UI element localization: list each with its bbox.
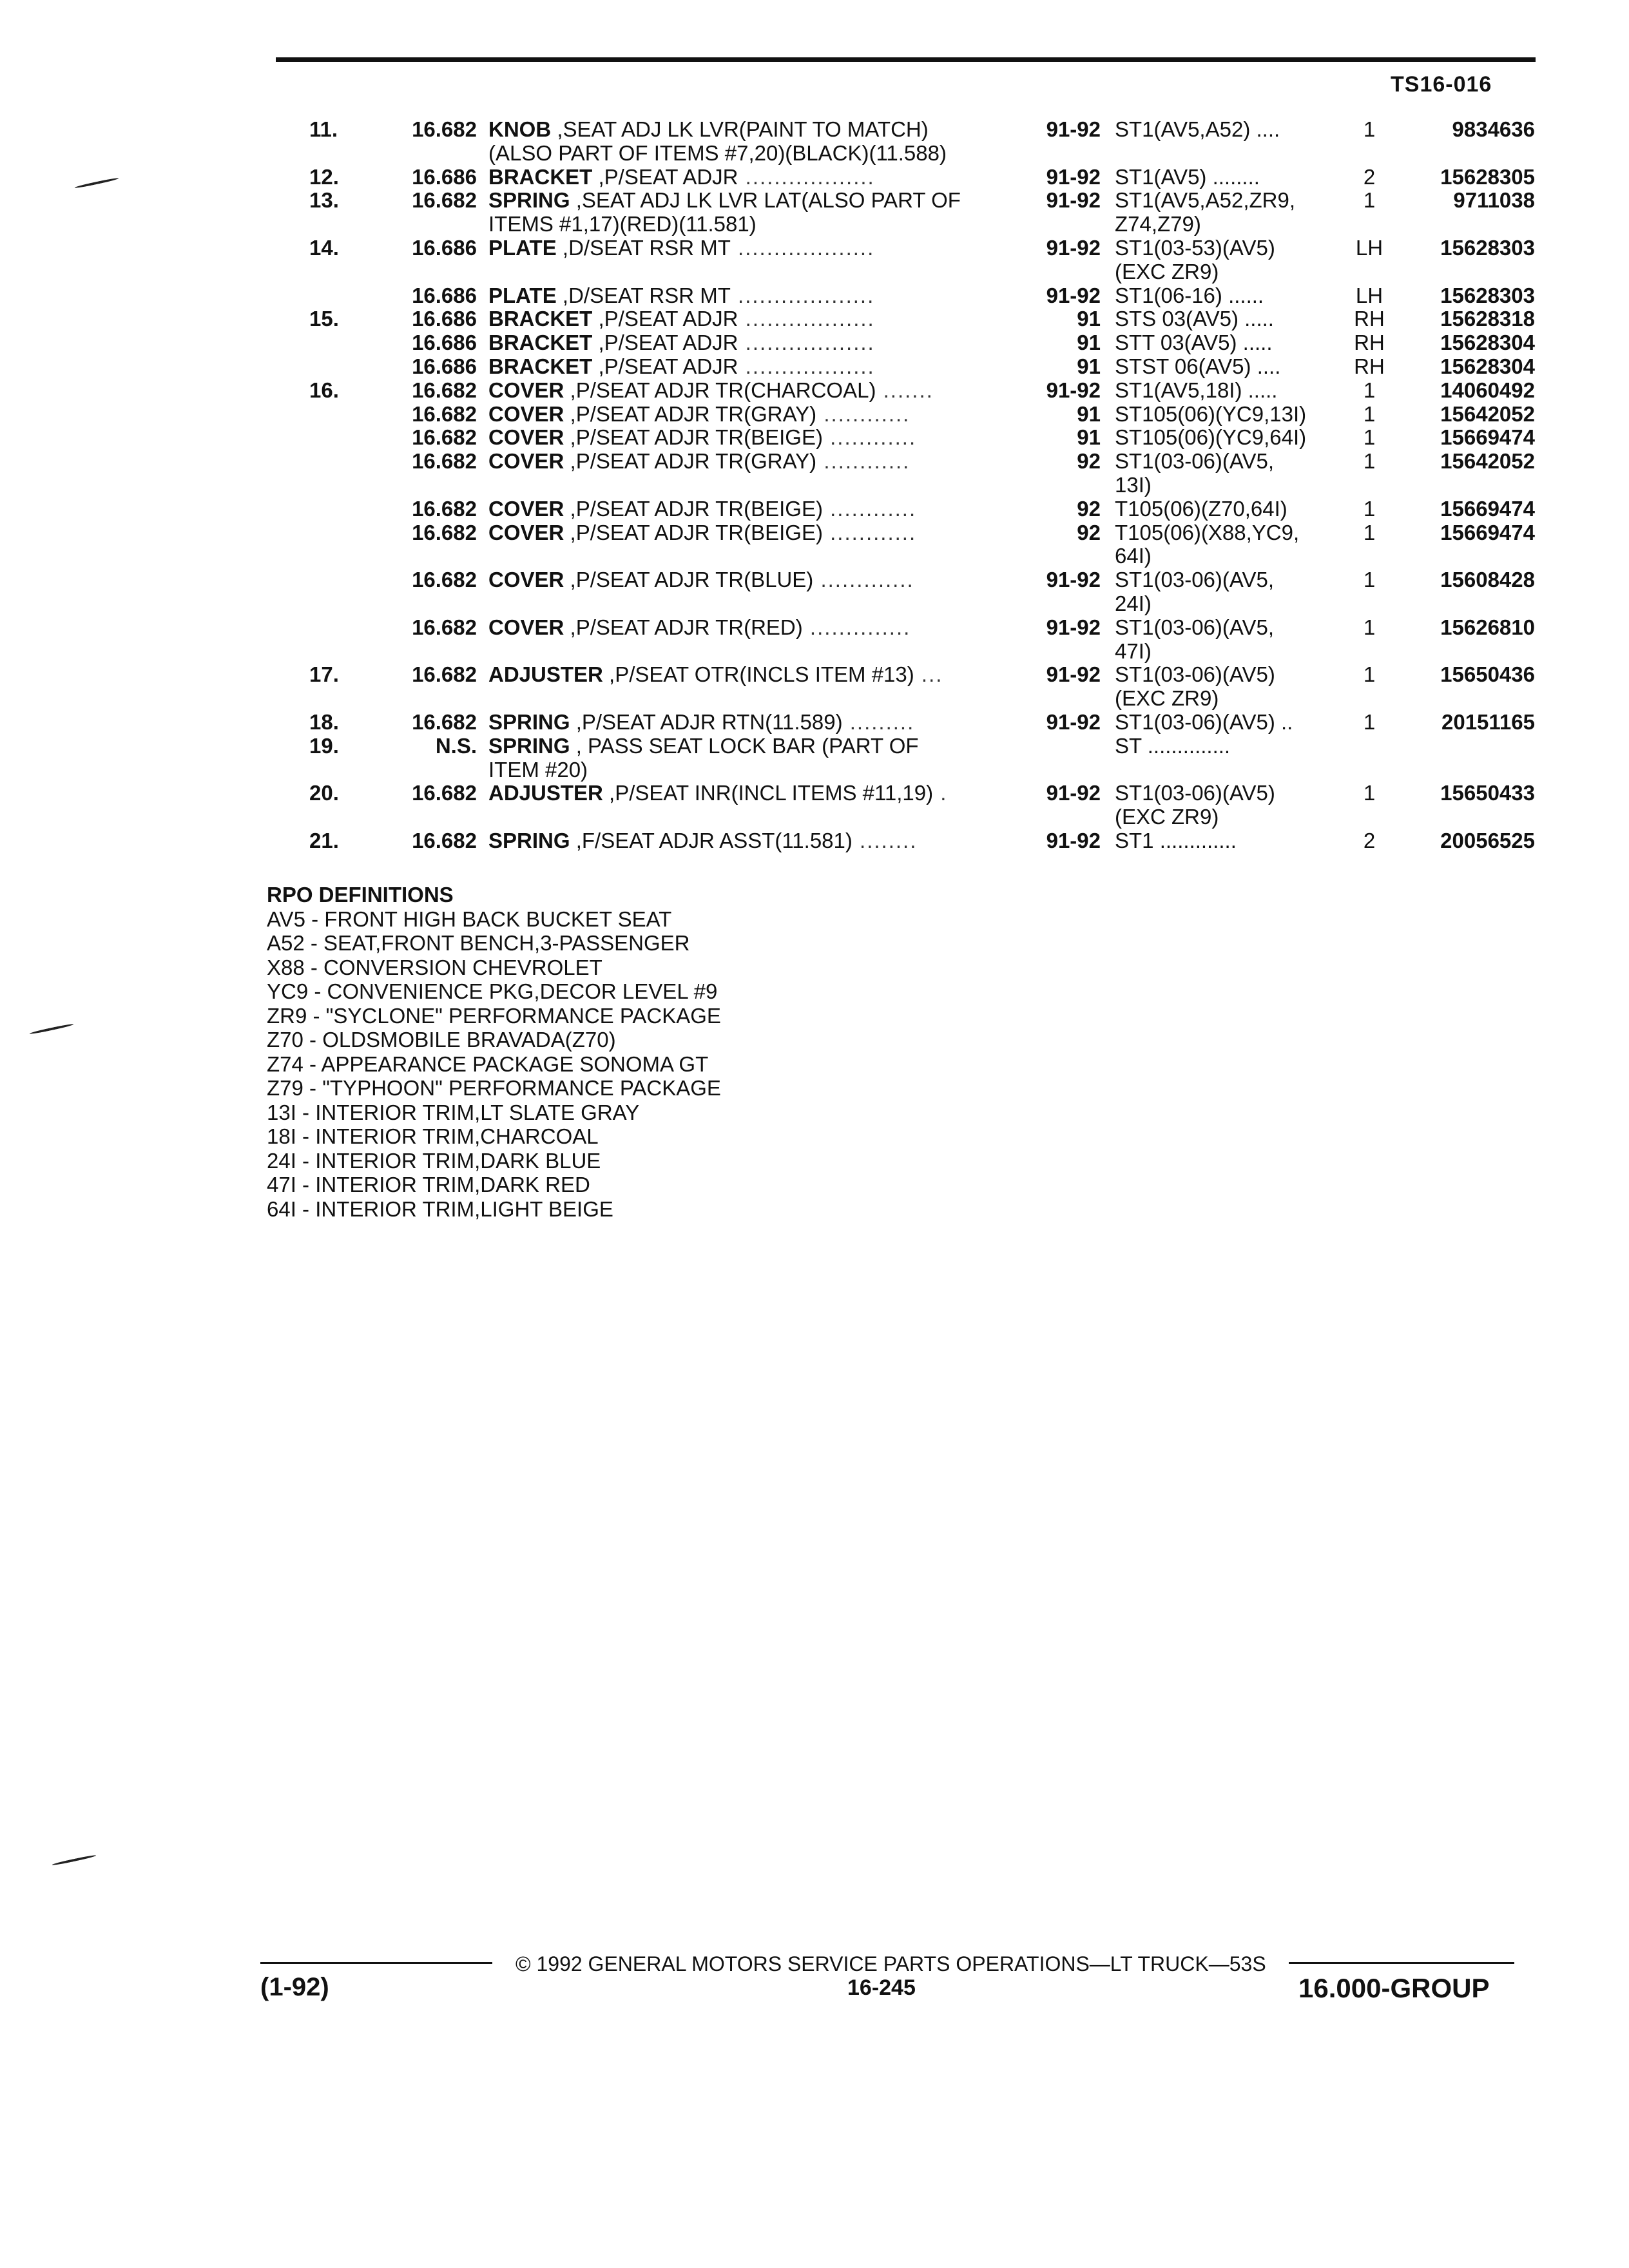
- part-name: KNOB: [488, 118, 552, 141]
- part-name: SPRING: [488, 710, 570, 734]
- table-row: [0, 497, 1629, 521]
- leader-dots: ..................: [738, 354, 875, 378]
- part-name: PLATE: [488, 236, 557, 260]
- part-description: [488, 355, 1012, 379]
- rpo-definition: YC9 - CONVENIENCE PKG,DECOR LEVEL #9: [267, 979, 718, 1003]
- part-number: 9834636: [1452, 117, 1535, 141]
- leader-dots: .............: [813, 568, 914, 592]
- application: ST ..............: [1115, 734, 1231, 758]
- group-number: 16.686: [412, 331, 477, 355]
- group-number: 16.682: [412, 781, 477, 805]
- part-detail: (ALSO PART OF ITEMS #7,20)(BLACK)(11.588): [488, 141, 947, 165]
- part-description: [488, 284, 1012, 308]
- application: ST105(06)(YC9,13I): [1115, 402, 1307, 426]
- group-number: 16.682: [412, 568, 477, 592]
- leader-dots: ..............: [802, 615, 911, 639]
- table-row: [0, 711, 1629, 735]
- part-number: 20056525: [1440, 828, 1535, 852]
- group-number: 16.682: [412, 117, 477, 141]
- leader-dots: ...................: [730, 236, 875, 260]
- rpo-definition: 24I - INTERIOR TRIM,DARK BLUE: [267, 1148, 601, 1173]
- group-number: 16.682: [412, 449, 477, 474]
- table-row: [0, 189, 1629, 213]
- part-description: [488, 118, 1012, 142]
- table-row: [0, 166, 1629, 189]
- application: 47I): [1115, 639, 1152, 663]
- application: ST1(AV5) ........: [1115, 165, 1260, 189]
- part-detail: ,P/SEAT OTR(INCLS ITEM #13): [602, 663, 914, 687]
- rpo-definition: AV5 - FRONT HIGH BACK BUCKET SEAT: [267, 907, 672, 931]
- part-name: SPRING: [488, 829, 570, 852]
- table-row: [0, 544, 1629, 568]
- table-row: [0, 687, 1629, 711]
- quantity: 1: [1363, 117, 1376, 141]
- group-number: 16.682: [412, 662, 477, 687]
- part-detail: ,P/SEAT ADJR TR(BLUE): [564, 568, 814, 592]
- leader-dots: ............: [822, 497, 917, 521]
- item-number: 14.: [309, 235, 339, 260]
- rpo-definition: A52 - SEAT,FRONT BENCH,3-PASSENGER: [267, 931, 690, 955]
- application: ST1(AV5,18I) .....: [1115, 378, 1278, 402]
- application: (EXC ZR9): [1115, 805, 1219, 829]
- part-number: 9711038: [1453, 188, 1535, 213]
- table-row: [0, 260, 1629, 284]
- table-row: [0, 616, 1629, 640]
- part-name: COVER: [488, 426, 564, 450]
- quantity: RH: [1354, 307, 1385, 331]
- rpo-list: [267, 907, 721, 1222]
- application: STT 03(AV5) .....: [1115, 331, 1273, 355]
- application: (EXC ZR9): [1115, 687, 1219, 711]
- table-row: [0, 829, 1629, 853]
- quantity: 2: [1363, 164, 1376, 189]
- item-number: 12.: [309, 164, 339, 189]
- table-row: [0, 758, 1629, 782]
- part-number: 15628303: [1440, 235, 1535, 260]
- quantity: 1: [1363, 425, 1376, 450]
- part-name: BRACKET: [488, 165, 593, 189]
- quantity: RH: [1354, 354, 1385, 378]
- part-detail: ,P/SEAT ADJR RTN(11.589): [570, 710, 843, 734]
- group-label: 16.000-GROUP: [1298, 1973, 1490, 2003]
- part-number: 15628305: [1440, 164, 1535, 189]
- group-number: 16.686: [412, 283, 477, 307]
- item-number: 20.: [309, 781, 339, 805]
- model-years: 91-92: [1046, 709, 1101, 734]
- model-years: 91-92: [1046, 615, 1101, 639]
- rpo-definition: 13I - INTERIOR TRIM,LT SLATE GRAY: [267, 1100, 640, 1124]
- table-row: [0, 379, 1629, 403]
- application: T105(06)(Z70,64I): [1115, 497, 1287, 521]
- table-row: [0, 236, 1629, 260]
- copyright-line: © 1992 GENERAL MOTORS SERVICE PARTS OPERATIONS—LT TRUCK—53S: [516, 1952, 1266, 1975]
- application: ST1(03-06)(AV5): [1115, 782, 1275, 805]
- group-number: 16.682: [412, 378, 477, 402]
- item-number: 21.: [309, 828, 339, 852]
- model-years: 91-92: [1046, 828, 1101, 852]
- part-detail: ,P/SEAT ADJR: [592, 165, 738, 189]
- application: ST1(03-06)(AV5,: [1115, 450, 1274, 474]
- part-detail: ,P/SEAT INR(INCL ITEMS #11,19): [602, 782, 934, 805]
- model-years: 91: [1077, 331, 1101, 355]
- table-row: [0, 568, 1629, 592]
- model-years: 91-92: [1046, 568, 1101, 592]
- part-name: COVER: [488, 497, 564, 521]
- part-detail: ,F/SEAT ADJR ASST(11.581): [570, 829, 853, 852]
- item-number: 19.: [309, 733, 339, 758]
- table-row: [0, 474, 1629, 497]
- application: ST1(06-16) ......: [1115, 284, 1264, 307]
- group-number: 16.682: [412, 615, 477, 639]
- part-description: [488, 616, 1012, 640]
- rpo-definitions: [267, 883, 721, 1221]
- group-number: 16.686: [412, 235, 477, 260]
- leader-dots: ..................: [738, 307, 875, 331]
- part-name: BRACKET: [488, 307, 593, 331]
- rpo-definition: Z74 - APPEARANCE PACKAGE SONOMA GT: [267, 1052, 709, 1076]
- leader-dots: ...................: [730, 284, 875, 307]
- table-row: [0, 118, 1629, 142]
- application: ST1(03-53)(AV5): [1115, 236, 1275, 260]
- rpo-definition: Z79 - "TYPHOON" PERFORMANCE PACKAGE: [267, 1076, 721, 1100]
- part-detail: ,P/SEAT ADJR TR(GRAY): [564, 450, 817, 474]
- part-description: [488, 829, 1012, 853]
- application: ST1 .............: [1115, 829, 1237, 852]
- part-detail: ,P/SEAT ADJR TR(RED): [564, 615, 803, 639]
- part-description: [488, 782, 1012, 805]
- leader-dots: ..................: [738, 331, 875, 355]
- part-description: [488, 758, 1012, 782]
- parts-list: [0, 118, 1629, 853]
- application: ST1(03-06)(AV5) ..: [1115, 710, 1293, 734]
- part-number: 15626810: [1440, 615, 1535, 639]
- model-years: 91: [1077, 307, 1101, 331]
- application: ST1(03-06)(AV5): [1115, 663, 1275, 687]
- rpo-definition: Z70 - OLDSMOBILE BRAVADA(Z70): [267, 1028, 616, 1052]
- part-description: [488, 379, 1012, 403]
- application: (EXC ZR9): [1115, 260, 1219, 284]
- part-detail: ,P/SEAT ADJR TR(BEIGE): [564, 521, 823, 544]
- application: ST1(03-06)(AV5,: [1115, 615, 1274, 639]
- part-name: COVER: [488, 521, 564, 544]
- model-years: 91-92: [1046, 378, 1101, 402]
- group-number: 16.682: [412, 496, 477, 521]
- part-description: [488, 307, 1012, 331]
- table-row: [0, 307, 1629, 331]
- model-years: 92: [1077, 449, 1101, 474]
- leader-dots: .........: [842, 710, 915, 734]
- table-row: [0, 355, 1629, 379]
- model-years: 92: [1077, 496, 1101, 521]
- table-row: [0, 735, 1629, 758]
- quantity: 1: [1363, 449, 1376, 474]
- part-detail: ,P/SEAT ADJR: [592, 354, 738, 378]
- part-number: 15650436: [1440, 662, 1535, 687]
- part-number: 15608428: [1440, 568, 1535, 592]
- item-number: 13.: [309, 188, 339, 213]
- part-number: 15628303: [1440, 283, 1535, 307]
- part-name: BRACKET: [488, 354, 593, 378]
- group-number: 16.682: [412, 709, 477, 734]
- part-number: 15669474: [1440, 425, 1535, 450]
- table-row: [0, 640, 1629, 664]
- part-number: 15628304: [1440, 331, 1535, 355]
- part-detail: ,SEAT ADJ LK LVR(PAINT TO MATCH): [551, 118, 929, 141]
- rpo-definition: 18I - INTERIOR TRIM,CHARCOAL: [267, 1124, 599, 1148]
- quantity: 1: [1363, 401, 1376, 426]
- part-name: COVER: [488, 402, 564, 426]
- table-row: [0, 592, 1629, 616]
- part-detail: ,D/SEAT RSR MT: [556, 284, 731, 307]
- leader-dots: .: [933, 782, 948, 805]
- model-years: 91-92: [1046, 117, 1101, 141]
- page-number: 16-245: [847, 1975, 916, 2000]
- quantity: 1: [1363, 378, 1376, 402]
- part-name: BRACKET: [488, 331, 593, 355]
- part-detail: ,P/SEAT ADJR: [592, 307, 738, 331]
- quantity: 1: [1363, 709, 1376, 734]
- table-row: [0, 142, 1629, 166]
- part-description: [488, 497, 1012, 521]
- quantity: 1: [1363, 520, 1376, 544]
- top-rule: [276, 57, 1536, 62]
- model-years: 91: [1077, 354, 1101, 378]
- part-description: [488, 213, 1012, 236]
- quantity: LH: [1355, 283, 1383, 307]
- model-years: 91-92: [1046, 188, 1101, 213]
- group-number: 16.682: [412, 425, 477, 450]
- table-row: [0, 403, 1629, 427]
- quantity: 1: [1363, 188, 1376, 213]
- application: 24I): [1115, 591, 1152, 615]
- leader-dots: ..................: [738, 165, 875, 189]
- model-years: 91-92: [1046, 781, 1101, 805]
- scan-mark: [29, 1023, 73, 1035]
- item-number: 17.: [309, 662, 339, 687]
- application: Z74,Z79): [1115, 213, 1201, 236]
- model-years: 91-92: [1046, 164, 1101, 189]
- leader-dots: ........: [852, 829, 918, 852]
- model-years: 92: [1077, 520, 1101, 544]
- leader-dots: .......: [876, 378, 934, 402]
- quantity: 1: [1363, 568, 1376, 592]
- quantity: RH: [1354, 331, 1385, 355]
- model-years: 91-92: [1046, 662, 1101, 687]
- application: STST 06(AV5) ....: [1115, 354, 1281, 378]
- table-row: [0, 782, 1629, 805]
- application: 64I): [1115, 544, 1152, 568]
- part-number: 15628304: [1440, 354, 1535, 378]
- part-detail: ,P/SEAT ADJR: [592, 331, 738, 355]
- quantity: 2: [1363, 828, 1376, 852]
- quantity: 1: [1363, 662, 1376, 687]
- part-detail: ,D/SEAT RSR MT: [556, 236, 731, 260]
- part-detail: , PASS SEAT LOCK BAR (PART OF: [570, 734, 919, 758]
- part-description: [488, 166, 1012, 189]
- group-number: N.S.: [435, 733, 477, 758]
- part-description: [488, 142, 1012, 166]
- part-number: 15628318: [1440, 307, 1535, 331]
- part-number: 15669474: [1440, 496, 1535, 521]
- group-number: 16.686: [412, 164, 477, 189]
- part-description: [488, 426, 1012, 450]
- model-years: 91-92: [1046, 235, 1101, 260]
- rpo-definition: ZR9 - "SYCLONE" PERFORMANCE PACKAGE: [267, 1003, 721, 1028]
- group-number: 16.686: [412, 307, 477, 331]
- part-description: [488, 450, 1012, 474]
- group-number: 16.682: [412, 401, 477, 426]
- group-number: 16.682: [412, 520, 477, 544]
- rpo-title: RPO DEFINITIONS: [267, 883, 454, 907]
- table-row: [0, 521, 1629, 545]
- model-years: 91: [1077, 401, 1101, 426]
- part-number: 15642052: [1440, 401, 1535, 426]
- part-description: [488, 403, 1012, 427]
- part-description: [488, 236, 1012, 260]
- part-number: 14060492: [1440, 378, 1535, 402]
- rpo-definition: 47I - INTERIOR TRIM,DARK RED: [267, 1173, 590, 1196]
- rpo-definition: X88 - CONVERSION CHEVROLET: [267, 955, 602, 979]
- quantity: LH: [1355, 235, 1383, 260]
- leader-dots: ............: [816, 402, 911, 426]
- leader-dots: ...: [914, 663, 943, 687]
- table-row: [0, 284, 1629, 308]
- part-description: [488, 663, 1012, 687]
- table-row: [0, 663, 1629, 687]
- model-years: 91-92: [1046, 283, 1101, 307]
- part-name: ADJUSTER: [488, 663, 603, 687]
- part-detail: ,P/SEAT ADJR TR(BEIGE): [564, 426, 823, 450]
- item-number: 18.: [309, 709, 339, 734]
- table-row: [0, 426, 1629, 450]
- group-number: 16.682: [412, 828, 477, 852]
- application: T105(06)(X88,YC9,: [1115, 521, 1300, 544]
- part-description: [488, 189, 1012, 213]
- part-detail: ,SEAT ADJ LK LVR LAT(ALSO PART OF: [570, 189, 961, 213]
- scan-mark: [52, 1854, 96, 1866]
- part-description: [488, 568, 1012, 592]
- table-row: [0, 331, 1629, 355]
- part-name: COVER: [488, 615, 564, 639]
- part-number: 20151165: [1441, 709, 1535, 734]
- table-row: [0, 805, 1629, 829]
- quantity: 1: [1363, 496, 1376, 521]
- part-detail: ITEMS #1,17)(RED)(11.581): [488, 213, 757, 236]
- group-number: 16.686: [412, 354, 477, 378]
- part-number: 15650433: [1440, 781, 1535, 805]
- group-number: 16.682: [412, 188, 477, 213]
- leader-dots: ............: [816, 450, 911, 474]
- rpo-definition: 64I - INTERIOR TRIM,LIGHT BEIGE: [267, 1196, 613, 1221]
- application: ST1(03-06)(AV5,: [1115, 568, 1274, 592]
- part-description: [488, 331, 1012, 355]
- model-years: 91: [1077, 425, 1101, 450]
- part-detail: ,P/SEAT ADJR TR(GRAY): [564, 402, 817, 426]
- application: ST1(AV5,A52,ZR9,: [1115, 189, 1296, 213]
- part-number: 15642052: [1440, 449, 1535, 474]
- leader-dots: ............: [822, 521, 917, 544]
- application: ST105(06)(YC9,64I): [1115, 426, 1307, 450]
- part-detail: ,P/SEAT ADJR TR(CHARCOAL): [564, 378, 876, 402]
- part-detail: ,P/SEAT ADJR TR(BEIGE): [564, 497, 823, 521]
- quantity: 1: [1363, 781, 1376, 805]
- part-number: 15669474: [1440, 520, 1535, 544]
- part-description: [488, 711, 1012, 735]
- part-name: ADJUSTER: [488, 782, 603, 805]
- table-row: [0, 213, 1629, 236]
- part-name: COVER: [488, 568, 564, 592]
- quantity: 1: [1363, 615, 1376, 639]
- item-number: 15.: [309, 307, 339, 331]
- application: STS 03(AV5) .....: [1115, 307, 1274, 331]
- revision-date: (1-92): [260, 1973, 329, 2001]
- leader-dots: ............: [822, 426, 917, 450]
- part-name: COVER: [488, 378, 564, 402]
- table-row: [0, 450, 1629, 474]
- part-detail: ITEM #20): [488, 758, 588, 782]
- item-number: 16.: [309, 378, 339, 402]
- footer-rule-left: [260, 1962, 492, 1964]
- part-name: SPRING: [488, 734, 570, 758]
- part-description: [488, 521, 1012, 545]
- part-name: COVER: [488, 450, 564, 474]
- footer-rule-right: [1289, 1962, 1514, 1964]
- item-number: 11.: [309, 117, 338, 141]
- document-code: TS16-016: [1391, 72, 1492, 97]
- application: ST1(AV5,A52) ....: [1115, 118, 1280, 141]
- part-name: PLATE: [488, 284, 557, 307]
- application: 13I): [1115, 473, 1152, 497]
- part-name: SPRING: [488, 189, 570, 213]
- part-description: [488, 735, 1012, 758]
